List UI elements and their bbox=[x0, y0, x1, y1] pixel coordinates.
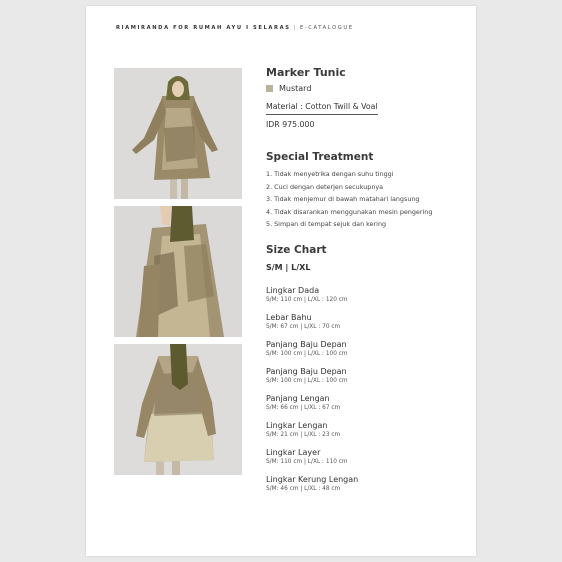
size-chart-row bbox=[266, 339, 466, 366]
measurement-value: S/M: 66 cm | L/XL : 67 cm bbox=[266, 405, 341, 411]
color-name: Mustard bbox=[279, 84, 312, 93]
size-chart-row bbox=[266, 366, 466, 393]
measurement-value: S/M: 100 cm | L/XL : 100 cm bbox=[266, 351, 348, 357]
size-chart-row bbox=[266, 312, 466, 339]
measurement-value: S/M: 46 cm | L/XL : 48 cm bbox=[266, 486, 341, 492]
brand-name: RIAMIRANDA FOR RUMAH AYU I SELARAS bbox=[116, 25, 291, 31]
special-treatment-title: Special Treatment bbox=[266, 151, 374, 163]
measurement-value: S/M: 21 cm | L/XL : 23 cm bbox=[266, 432, 341, 438]
treatment-item: 3. Tidak menjemur di bawah matahari langsung bbox=[266, 195, 420, 203]
catalogue-label: E-CATALOGUE bbox=[299, 25, 354, 31]
measurement-value: S/M: 67 cm | L/XL : 70 cm bbox=[266, 324, 341, 330]
special-treatment-list bbox=[266, 168, 471, 231]
size-chart-row bbox=[266, 474, 466, 501]
size-chart-row bbox=[266, 447, 466, 474]
price-label: IDR 975.000 bbox=[266, 120, 315, 129]
measurement-label: Lebar Bahu bbox=[266, 313, 312, 322]
measurement-label: Lingkar Lengan bbox=[266, 421, 328, 430]
product-info bbox=[266, 66, 466, 130]
material-label: Material : Cotton Twill & Voal bbox=[266, 101, 378, 115]
size-chart-row bbox=[266, 420, 466, 447]
treatment-item: 5. Simpan di tempat sejuk dan kering bbox=[266, 220, 387, 228]
treatment-item: 4. Tidak disarankan menggunakan mesin pengering bbox=[266, 207, 433, 216]
product-photo-detail bbox=[114, 206, 242, 337]
measurement-label: Panjang Baju Depan bbox=[266, 367, 347, 376]
catalogue-page bbox=[86, 6, 476, 556]
measurement-label: Lingkar Layer bbox=[266, 448, 321, 457]
measurement-label: Lingkar Dada bbox=[266, 286, 320, 295]
product-name: Marker Tunic bbox=[266, 66, 346, 79]
size-chart-title: Size Chart bbox=[266, 244, 327, 256]
product-photo-back bbox=[114, 344, 242, 475]
measurement-label: Panjang Baju Depan bbox=[266, 340, 347, 349]
color-row bbox=[266, 83, 466, 94]
treatment-item: 1. Tidak menyetrika dengan suhu tinggi bbox=[266, 170, 394, 178]
size-chart-row bbox=[266, 393, 466, 420]
measurement-value: S/M: 110 cm | L/XL : 110 cm bbox=[266, 459, 348, 465]
treatment-item: 2. Cuci dengan deterjen secukupnya bbox=[266, 182, 384, 191]
measurement-label: Lingkar Kerung Lengan bbox=[266, 475, 359, 484]
catalogue-header bbox=[116, 25, 354, 31]
color-swatch bbox=[266, 85, 273, 92]
size-options: S/M | L/XL bbox=[266, 263, 311, 272]
measurement-value: S/M: 100 cm | L/XL : 100 cm bbox=[266, 378, 348, 384]
size-chart-list bbox=[266, 285, 466, 501]
header-separator: | bbox=[293, 25, 297, 31]
measurement-label: Panjang Lengan bbox=[266, 394, 330, 403]
product-photo-front bbox=[114, 68, 242, 199]
measurement-value: S/M: 110 cm | L/XL : 120 cm bbox=[266, 297, 348, 303]
size-chart-row bbox=[266, 285, 466, 312]
